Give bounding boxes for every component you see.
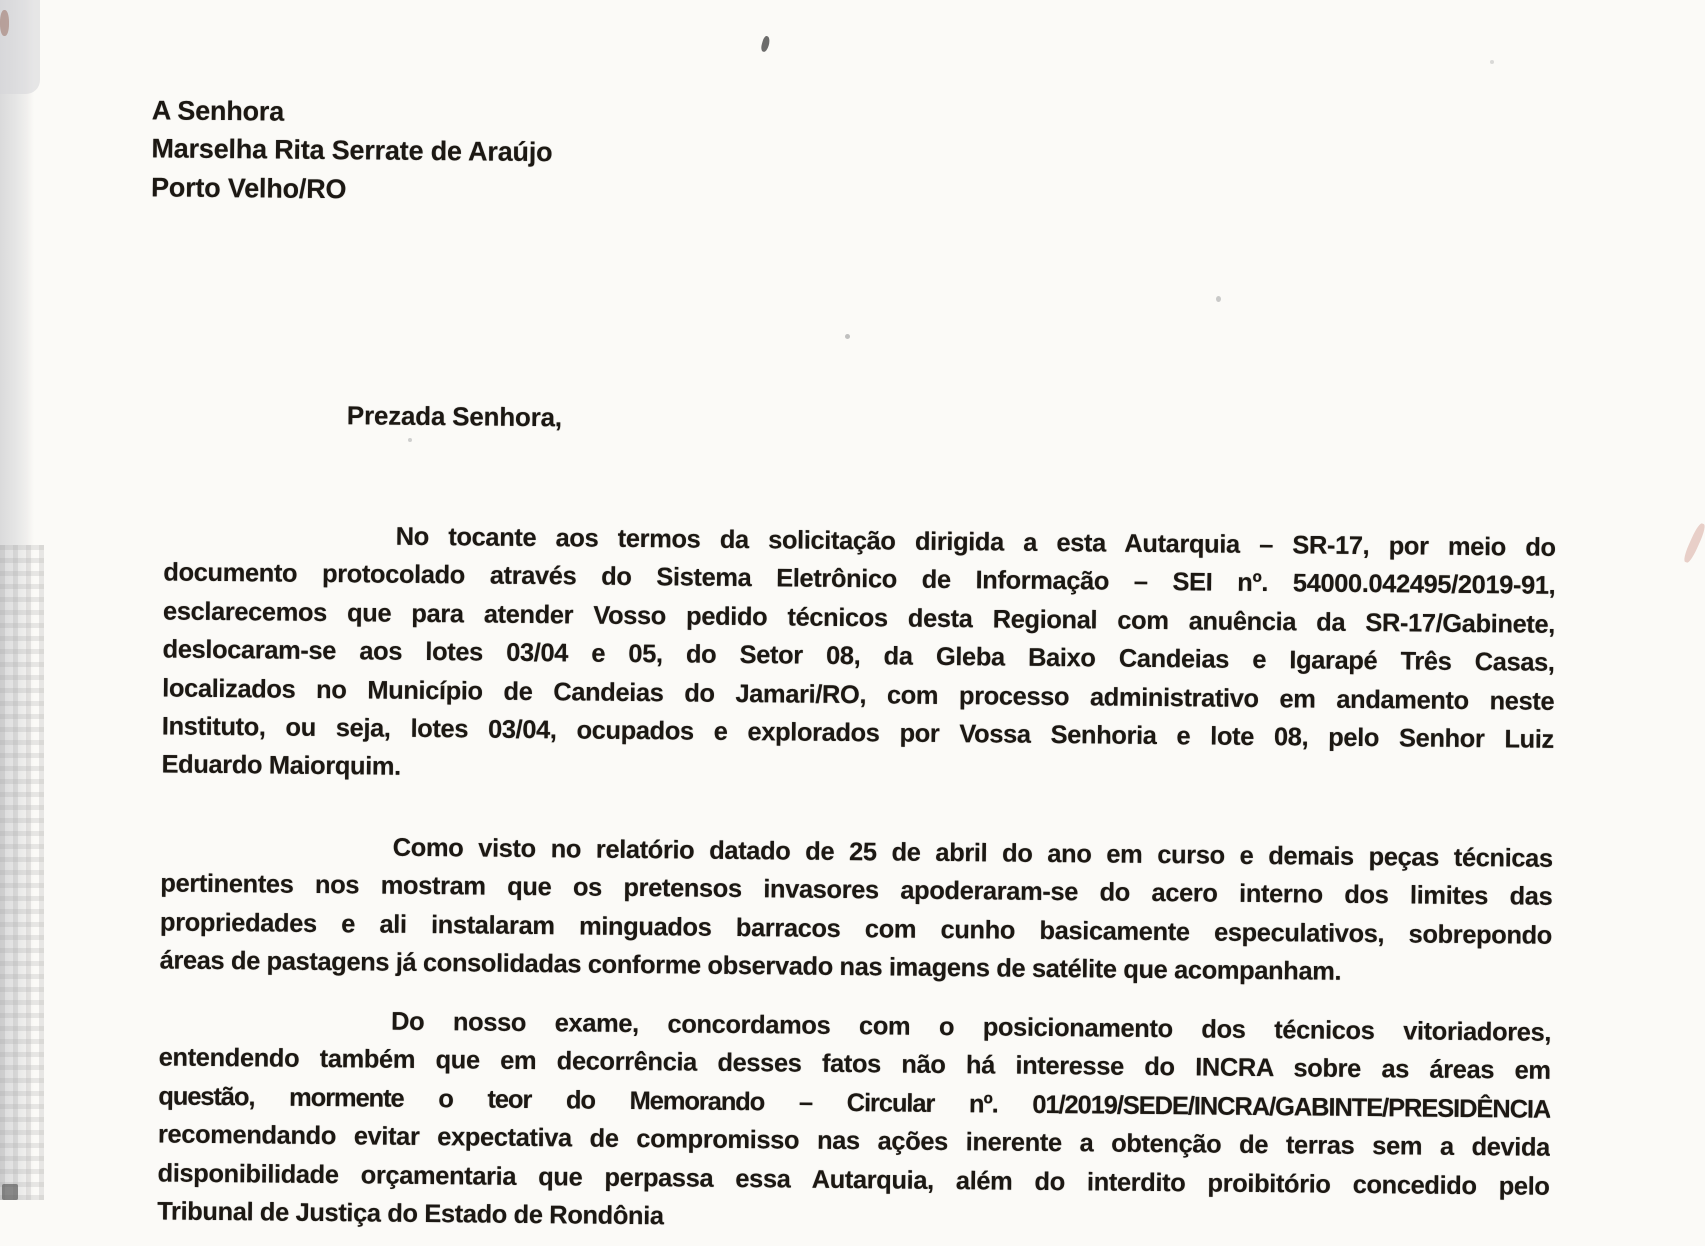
body-line: questão, mormente o teor do Memorando – Circular nº. 01/2019/SEDE/INCRA/GABINTE/PRESIDÊNCIA [158,1082,1551,1124]
body-line: pertinentes nos mostram que os pretensos invasores apoderaram-se do acero interno dos limites das [160,869,1553,912]
body-line: Instituto, ou seja, lotes 03/04, ocupados e explorados por Vossa Senhoria e lote 08, pelo Senhor Luiz [161,712,1554,754]
recipient-line: Marselha Rita Serrate de Araújo [151,133,553,168]
paragraph-3 [157,1000,1551,1244]
body-line: localizados no Município de Candeias do Jamari/RO, com processo administrativo em andamento neste [162,674,1555,716]
body-line: Eduardo Maiorquim. [161,750,401,782]
body-line-cutoff: Tribunal de Justiça do Estado de Rondônia [157,1197,664,1231]
body-line: áreas de pastagens já consolidadas conforme observado nas imagens de satélite que acompanham. [159,946,1342,986]
body-line: disponibilidade orçamentaria que perpassa essa Autarquia, além do interdito proibitório concedido pelo [157,1159,1550,1201]
body-line: entendendo também que em decorrência desses fatos não há interesse do INCRA sobre as áreas em [158,1043,1551,1086]
body-line: Como visto no relatório datado de 25 de abril do ano em curso e demais peças técnicas [392,833,1553,873]
recipient-line: Porto Velho/RO [150,172,347,204]
body-line: No tocante aos termos da solicitação dirigida a esta Autarquia – SR-17, por meio do [395,522,1556,562]
paragraph-2 [159,826,1552,993]
body-line: Do nosso exame, concordamos com o posicionamento dos técnicos vitoriadores, [390,1007,1552,1047]
body-line: deslocaram-se aos lotes 03/04 e 05, do Setor 08, da Gleba Baixo Candeias e Igarapé Três Casas, [162,635,1555,678]
body-line: esclarecemos que para atender Vosso pedido técnicos desta Regional com anuência da SR-17/Gabinete, [162,597,1556,639]
body-line: recomendando evitar expectativa de compromisso nas ações inerente a obtenção de terras sem a devida [157,1120,1551,1162]
paragraph-1 [161,515,1556,797]
salutation: Prezada Senhora, [346,400,563,433]
body-line: documento protocolado através do Sistema Eletrônico de Informação – SEI nº. 54000.042495/2019-91, [163,558,1556,601]
recipient-line: A Senhora [151,95,285,127]
body-line: propriedades e ali instalaram minguados barracos com cunho basicamente especulativos, sobrepondo [159,908,1553,950]
recipient-block [151,93,553,212]
